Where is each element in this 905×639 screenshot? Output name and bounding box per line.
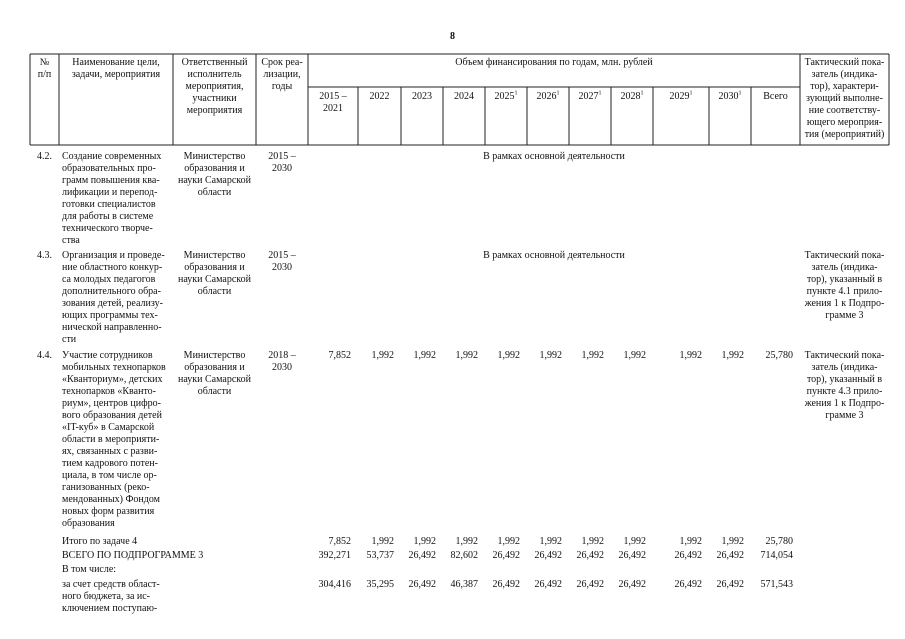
- summary-total-value-9: 26,492: [674, 550, 702, 561]
- summary-total-value-3: 26,492: [408, 550, 436, 561]
- summary-regional-budget-value-1: 304,416: [318, 579, 351, 590]
- row-4-4-indicator: Тактический пока- затель (индика- тор), указанный в пункте 4.3 прило- жения 1 к Подпро- грамме 3: [804, 350, 885, 421]
- summary-task4-value-9: 1,992: [679, 536, 702, 547]
- row-4-2-executor: Министерство образования и науки Самарской области: [178, 151, 251, 198]
- year-header-2: 2022: [369, 91, 390, 102]
- row-4-2-term: 2015 – 2030: [268, 151, 296, 174]
- row-4-4-value-6: 1,992: [539, 350, 562, 361]
- summary-regional-budget-value-5: 26,492: [492, 579, 520, 590]
- summary-total-value-11: 714,054: [760, 550, 793, 561]
- row-4-3-note: В рамках основной деятельности: [483, 250, 625, 261]
- summary-regional-budget-value-2: 35,295: [366, 579, 394, 590]
- summary-regional-budget-value-6: 26,492: [534, 579, 562, 590]
- summary-total-value-2: 53,737: [366, 550, 394, 561]
- row-4-3-no: 4.3.: [37, 250, 52, 261]
- year-header-3: 2023: [412, 91, 432, 102]
- summary-regional-budget-value-10: 26,492: [716, 579, 744, 590]
- summary-including-label: В том числе:: [62, 564, 117, 575]
- header-term: Срок реа- лизации, годы: [261, 57, 303, 92]
- summary-regional-budget-label: за счет средств област- ного бюджета, за ис- ключением поступаю-: [62, 579, 160, 614]
- summary-total-value-10: 26,492: [716, 550, 744, 561]
- summary-total-value-1: 392,271: [318, 550, 351, 561]
- summary-task4-value-6: 1,992: [539, 536, 562, 547]
- summary-regional-budget-value-7: 26,492: [576, 579, 604, 590]
- row-4-4-executor: Министерство образования и науки Самарской области: [178, 350, 251, 397]
- row-4-4-value-4: 1,992: [455, 350, 478, 361]
- summary-total-value-7: 26,492: [576, 550, 604, 561]
- year-header-7: 2027$^1$: [578, 90, 602, 102]
- header-name: Наименование цели, задачи, мероприятия: [71, 57, 161, 80]
- header-executor: Ответственный исполнитель мероприятия, участники мероприятия: [181, 57, 248, 116]
- year-header-4: 2024: [454, 91, 474, 102]
- row-4-4-no: 4.4.: [37, 350, 52, 361]
- row-4-4-value-8: 1,992: [623, 350, 646, 361]
- header-no: № п/п: [37, 57, 52, 80]
- row-4-4-value-3: 1,992: [413, 350, 436, 361]
- row-4-4-value-5: 1,992: [497, 350, 520, 361]
- summary-total-value-5: 26,492: [492, 550, 520, 561]
- summary-regional-budget-value-11: 571,543: [760, 579, 793, 590]
- row-4-4-name: Участие сотрудников мобильных технопарков «Кванториум», детских технопарков «Кванто- риум», центров цифро- вого образования детей «IT-куб» в Самарской области в мероприяти- ях, связанных с разви- тием кадрового потен- циала, в том числе ор- ганизованных (реко- мендованных) Фондом новых форм развития образования: [62, 350, 166, 529]
- header-funding: Объем финансирования по годам, млн. рублей: [455, 57, 653, 68]
- header-indicator: Тактический пока- затель (индика- тор), характери- зующий выполне- ние соответству- ющего мероприя- тия (мероприятий): [804, 57, 885, 140]
- row-4-4-value-1: 7,852: [328, 350, 351, 361]
- row-4-3-term: 2015 – 2030: [268, 250, 296, 273]
- row-4-3-indicator: Тактический пока- затель (индика- тор), указанный в пункте 4.1 прило- жения 1 к Подпро- грамме 3: [804, 250, 885, 321]
- row-4-4-value-10: 1,992: [721, 350, 744, 361]
- row-4-2-name: Создание современных образовательных про- грамм повышения ква- лификации и перепод- готовки специалистов для работы в системе технического творче- ства: [62, 151, 162, 246]
- year-header-9: 2029$^1$: [669, 90, 693, 102]
- row-4-3-executor: Министерство образования и науки Самарской области: [178, 250, 251, 297]
- row-4-3-name: Организация и проведе- ние областного конкур- са молодых педагогов дополнительного обра- зования детей, реализу- ющих программы тех- нической направленно- сти: [62, 250, 165, 345]
- row-4-4-value-7: 1,992: [581, 350, 604, 361]
- row-4-4-value-11: 25,780: [765, 350, 793, 361]
- year-header-1: 2015 – 2021: [319, 91, 347, 114]
- summary-regional-budget-value-4: 46,387: [450, 579, 478, 590]
- summary-task4-value-4: 1,992: [455, 536, 478, 547]
- summary-total-value-4: 82,602: [450, 550, 478, 561]
- summary-task4-value-8: 1,992: [623, 536, 646, 547]
- summary-task4-value-7: 1,992: [581, 536, 604, 547]
- row-4-2-no: 4.2.: [37, 151, 52, 162]
- year-header-8: 2028$^1$: [620, 90, 644, 102]
- year-header-6: 2026$^1$: [536, 90, 560, 102]
- summary-task4-value-1: 7,852: [328, 536, 351, 547]
- summary-task4-value-10: 1,992: [721, 536, 744, 547]
- summary-task4-value-2: 1,992: [371, 536, 394, 547]
- summary-task4-value-11: 25,780: [765, 536, 793, 547]
- summary-total-label: ВСЕГО ПО ПОДПРОГРАММЕ 3: [62, 550, 204, 561]
- row-4-4-term: 2018 – 2030: [268, 350, 296, 373]
- row-4-2-note: В рамках основной деятельности: [483, 151, 625, 162]
- row-4-4-value-2: 1,992: [371, 350, 394, 361]
- summary-regional-budget-value-9: 26,492: [674, 579, 702, 590]
- row-4-4-value-9: 1,992: [679, 350, 702, 361]
- year-header-5: 2025$^1$: [494, 90, 518, 102]
- summary-total-value-6: 26,492: [534, 550, 562, 561]
- summary-total-value-8: 26,492: [618, 550, 646, 561]
- year-header-10: 2030$^1$: [718, 90, 742, 102]
- page-number: 8: [450, 31, 455, 42]
- summary-task4-value-5: 1,992: [497, 536, 520, 547]
- summary-regional-budget-value-8: 26,492: [618, 579, 646, 590]
- summary-regional-budget-value-3: 26,492: [408, 579, 436, 590]
- summary-task4-value-3: 1,992: [413, 536, 436, 547]
- summary-task4-label: Итого по задаче 4: [62, 536, 138, 547]
- year-header-11: Всего: [763, 91, 788, 102]
